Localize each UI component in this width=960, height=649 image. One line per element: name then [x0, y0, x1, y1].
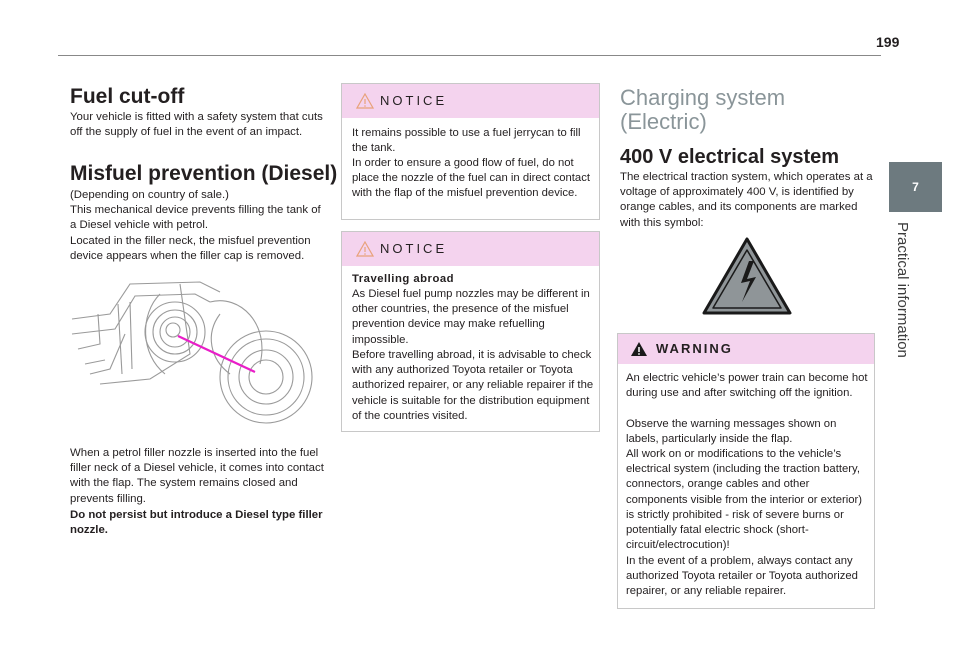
warning-triangle-icon: [356, 241, 374, 257]
notice-header-1: [342, 84, 599, 118]
charging-title-line-1: Charging system: [620, 85, 786, 110]
chapter-side-label: [893, 222, 913, 382]
warning-label: WARNING: [656, 341, 733, 356]
warning-header: [618, 334, 874, 364]
header-divider: [58, 55, 881, 56]
notice1-line-2: In order to ensure a good flow of fuel, do not place the nozzle of the fuel can in direct contact with the flap of the misfuel prevention device.: [352, 157, 591, 200]
warning-line-1: An electric vehicle’s power train can become hot during use and after switching off the ignition.: [626, 372, 868, 400]
misfuel-title: Misfuel prevention (Diesel): [70, 162, 338, 185]
chapter-tab[interactable]: 7: [889, 162, 942, 212]
warning-line-3: All work on or modifications to the vehicle’s electrical system (including the traction battery, connectors, orange cables and other components visible from the interior or exterior) is strictly prohibited - risk of severe burns or potentially fatal electric shock (short-circuit/electrocution)!: [626, 448, 863, 552]
notice2-line-2: Before travelling abroad, it is advisable to check with any authorized Toyota retailer or Toyota authorized repairer, or any reliable repairer if the vehicle is suitable for the distribution equipment of the countries visited.: [352, 349, 594, 422]
warning-line-4: In the event of a problem, always contact any authorized Toyota retailer or Toyota authorized repairer, or any reliable repairer.: [626, 555, 858, 598]
misfuel-after-image: When a petrol filler nozzle is inserted into the fuel filler neck of a Diesel vehicle, it comes into contact with the flap. The system remains closed and prevents filling.: [70, 447, 324, 505]
warning-triangle-icon: [630, 341, 648, 357]
filler-neck-illustration: [70, 274, 320, 429]
electrical-system-title: 400 V electrical system: [620, 146, 840, 168]
charging-title-line-2: (Electric): [620, 109, 707, 134]
fuel-cutoff-text: Your vehicle is fitted with a safety system that cuts off the supply of fuel in the event of an impact.: [70, 111, 323, 139]
misfuel-intro-1: (Depending on country of sale.): [70, 189, 229, 201]
warning-triangle-icon: [356, 93, 374, 109]
fuel-cutoff-title: Fuel cut-off: [70, 85, 185, 108]
notice-label-1: NOTICE: [380, 93, 448, 108]
notice2-line-1: As Diesel fuel pump nozzles may be different in other countries, the presence of the misfuel prevention device may make refuelling impossible.: [352, 288, 590, 346]
notice-label-2: NOTICE: [380, 241, 448, 256]
page-number: 199: [876, 34, 900, 50]
warning-box: [617, 333, 875, 609]
misfuel-emphasis: Do not persist but introduce a Diesel type filler nozzle.: [70, 509, 323, 537]
notice1-line-1: It remains possible to use a fuel jerrycan to fill the tank.: [352, 127, 581, 155]
high-voltage-icon: [701, 236, 793, 316]
notice-header-2: [342, 232, 599, 266]
notice2-subtitle: Travelling abroad: [352, 273, 455, 285]
misfuel-intro-2: This mechanical device prevents filling the tank of a Diesel vehicle with petrol.: [70, 204, 321, 232]
misfuel-intro-3: Located in the filler neck, the misfuel prevention device appears when the filler cap is removed.: [70, 235, 311, 263]
notice-box-1: [341, 83, 600, 220]
warning-line-2: Observe the warning messages shown on labels, particularly inside the flap.: [626, 418, 837, 446]
charging-text: The electrical traction system, which operates at a voltage of approximately 400 V, is identified by orange cables, and its components are marked with this symbol:: [620, 171, 873, 229]
notice-box-2: [341, 231, 600, 432]
chapter-title: Practical information: [894, 222, 911, 358]
